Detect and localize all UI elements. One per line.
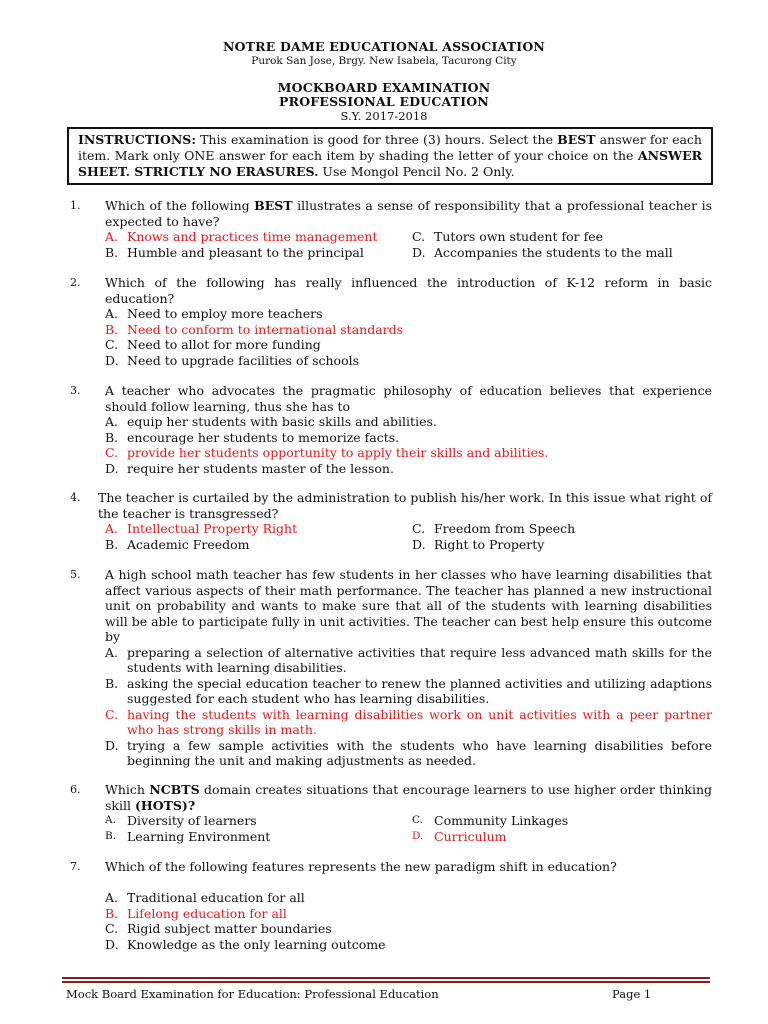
option-a[interactable] <box>105 521 412 537</box>
option-b[interactable] <box>105 537 412 553</box>
option-text: require her students master of the lesson. <box>127 460 394 476</box>
option-a[interactable] <box>105 306 712 322</box>
option-text: Intellectual Property Right <box>127 521 298 536</box>
option-text: Rigid subject matter boundaries <box>127 921 332 936</box>
option-letter: B. <box>105 429 119 445</box>
option-d[interactable] <box>412 537 544 553</box>
option-d[interactable] <box>105 937 712 953</box>
option-d[interactable] <box>105 738 712 769</box>
option-text: provide her students opportunity to apply their skills and abilities. <box>127 445 549 460</box>
question-number: 4. <box>70 491 81 504</box>
option-a[interactable] <box>105 645 712 676</box>
org-address: Purok San Jose, Brgy. New Isabela, Tacurong City <box>251 55 517 67</box>
question-number: 2. <box>70 276 81 289</box>
option-text: having the students with learning disabilities work on unit activities with a peer partner who has strong skills in math. <box>127 706 712 737</box>
option-d[interactable] <box>412 829 507 845</box>
option-text: Knowledge as the only learning outcome <box>127 936 386 952</box>
option-letter: B. <box>105 675 119 691</box>
option-letter: D. <box>105 460 119 476</box>
option-b[interactable] <box>105 430 712 446</box>
option-d[interactable] <box>105 353 712 369</box>
option-letter: C. <box>412 229 426 244</box>
question-number: 1. <box>70 199 81 212</box>
option-c[interactable] <box>412 521 575 537</box>
instructions-box <box>67 127 713 185</box>
question-text-bold: BEST <box>254 198 293 213</box>
option-text: encourage her students to memorize facts. <box>127 429 400 445</box>
question-text-bold-2: (HOTS)? <box>134 797 196 813</box>
option-text: Knows and practices time management <box>127 229 378 244</box>
question-text-mid: domain creates situations that encourage learners to use higher order thinking skill <box>105 782 712 813</box>
question-text-post: illustrates a sense of responsibility that a professional teacher is expected to have? <box>105 198 712 229</box>
options <box>105 645 712 769</box>
option-text: Diversity of learners <box>127 813 257 828</box>
footer-divider <box>62 977 710 979</box>
option-text: Accompanies the students to the mall <box>434 244 673 260</box>
question-text: Which of the following features represents the new paradigm shift in education? <box>105 859 617 874</box>
question-3 <box>62 383 712 476</box>
instructions-text-3: Use Mongol Pencil No. 2 Only. <box>318 164 515 179</box>
question-1 <box>62 198 712 260</box>
option-letter: C. <box>105 445 119 460</box>
option-text: Traditional education for all <box>127 890 305 905</box>
option-letter: C. <box>105 706 119 722</box>
option-text: Need to conform to international standards <box>127 321 404 337</box>
option-c[interactable] <box>412 813 568 829</box>
option-letter: A. <box>105 644 119 660</box>
option-letter: B. <box>105 905 119 921</box>
option-letter: A. <box>105 521 119 536</box>
instructions-best: BEST <box>557 132 596 147</box>
option-letter: A. <box>105 414 119 429</box>
option-letter: B. <box>105 244 119 260</box>
instructions-label: INSTRUCTIONS: <box>78 132 196 147</box>
question-number: 6. <box>70 783 81 796</box>
instructions-answer-sheet: ANSWER SHEET. STRICTLY NO ERASURES. <box>78 148 702 179</box>
question-text <box>105 198 712 229</box>
instructions-text-1: This examination is good for three (3) hours. Select the <box>195 132 558 147</box>
option-letter: A. <box>105 814 116 826</box>
options <box>105 890 712 952</box>
option-letter: D. <box>105 737 119 753</box>
option-c[interactable] <box>105 337 712 353</box>
school-year: S.Y. 2017-2018 <box>340 109 428 123</box>
option-letter: A. <box>105 306 119 321</box>
option-text: Curriculum <box>434 828 507 844</box>
option-text: Tutors own student for fee <box>434 229 604 244</box>
options <box>105 521 712 552</box>
option-text: Learning Environment <box>127 828 271 844</box>
option-d[interactable] <box>412 245 673 261</box>
option-b[interactable] <box>105 829 412 845</box>
option-text: equip her students with basic skills and abilities. <box>127 414 437 429</box>
option-text: Community Linkages <box>434 813 569 828</box>
question-text-pre: Which of the following <box>105 198 255 213</box>
question-2 <box>62 275 712 368</box>
option-letter: C. <box>105 337 119 352</box>
option-letter: A. <box>105 890 119 905</box>
question-number: 5. <box>70 568 81 581</box>
page-number: Page 1 <box>612 987 652 1001</box>
option-letter: D. <box>412 244 426 260</box>
option-text: preparing a selection of alternative activities that require less advanced math skills for the students with learning disabilities. <box>127 644 712 675</box>
option-c[interactable] <box>412 229 603 245</box>
exam-title: MOCKBOARD EXAMINATION <box>277 80 491 95</box>
option-b[interactable] <box>105 906 712 922</box>
option-letter: B. <box>105 536 119 552</box>
option-text: asking the special education teacher to renew the planned activities and utilizing adaptions suggested for each student who has learning disabilities. <box>127 675 712 706</box>
option-letter: A. <box>105 229 119 244</box>
options <box>105 813 712 844</box>
question-7 <box>62 859 712 952</box>
exam-subject: PROFESSIONAL EDUCATION <box>279 94 489 109</box>
option-letter: B. <box>105 829 117 842</box>
option-letter: C. <box>412 814 423 826</box>
footer-title: Mock Board Examination for Education: Professional Education <box>66 987 439 1001</box>
option-c[interactable] <box>105 707 712 738</box>
option-a[interactable] <box>105 229 412 245</box>
question-6 <box>62 782 712 844</box>
option-text: Need to upgrade facilities of schools <box>127 352 360 368</box>
question-text: The teacher is curtailed by the administration to publish his/her work. In this issue what right of the teacher is transgressed? <box>98 490 712 521</box>
question-5 <box>62 567 712 769</box>
org-name: NOTRE DAME EDUCATIONAL ASSOCIATION <box>222 39 546 54</box>
option-text: trying a few sample activities with the students who have learning disabilities before beginning the unit and making adjustments as needed. <box>127 737 712 768</box>
option-letter: D. <box>105 352 119 368</box>
question-text-pre: Which <box>105 782 150 797</box>
option-b[interactable] <box>105 676 712 707</box>
options <box>105 306 712 368</box>
footer-divider-2 <box>62 981 710 983</box>
options <box>105 414 712 476</box>
question-number: 3. <box>70 384 81 397</box>
option-letter: C. <box>105 921 119 936</box>
option-a[interactable] <box>105 890 712 906</box>
option-d[interactable] <box>105 461 712 477</box>
question-text-bold: NCBTS <box>149 782 200 797</box>
option-letter: B. <box>105 321 119 337</box>
instructions-text-2: answer for each item. Mark only ONE answer for each item by shading the letter of your choice on the <box>78 132 702 163</box>
option-a[interactable] <box>105 414 712 430</box>
option-a[interactable] <box>105 813 412 829</box>
option-letter: D. <box>412 536 426 552</box>
question-number: 7. <box>70 860 81 873</box>
option-b[interactable] <box>105 322 712 338</box>
option-letter: D. <box>105 936 119 952</box>
option-text: Lifelong education for all <box>127 905 287 921</box>
option-text: Humble and pleasant to the principal <box>127 244 364 260</box>
option-c[interactable] <box>105 921 712 937</box>
option-letter: D. <box>412 829 424 842</box>
option-text: Academic Freedom <box>127 536 250 552</box>
question-text: A high school math teacher has few students in her classes who have learning disabilities that affect various aspects of their math performance. The teacher has planned a new instructional unit on probability and wants to make sure that all of the students with learning disabilities will be able to participate fully in unit activities. The teacher can best help ensure this outcome by <box>105 567 712 644</box>
option-text: Need to employ more teachers <box>127 306 323 321</box>
question-text: A teacher who advocates the pragmatic philosophy of education believes that experience should follow learning, thus she has to <box>105 383 712 414</box>
option-text: Right to Property <box>434 536 545 552</box>
option-c[interactable] <box>105 445 712 461</box>
option-text: Need to allot for more funding <box>127 337 321 352</box>
question-text: Which of the following has really influenced the introduction of K-12 reform in basic education? <box>105 275 712 306</box>
question-text <box>105 782 712 813</box>
option-letter: C. <box>412 521 426 536</box>
question-4 <box>62 490 712 552</box>
option-b[interactable] <box>105 245 412 261</box>
option-text: Freedom from Speech <box>434 521 576 536</box>
options <box>105 229 712 260</box>
